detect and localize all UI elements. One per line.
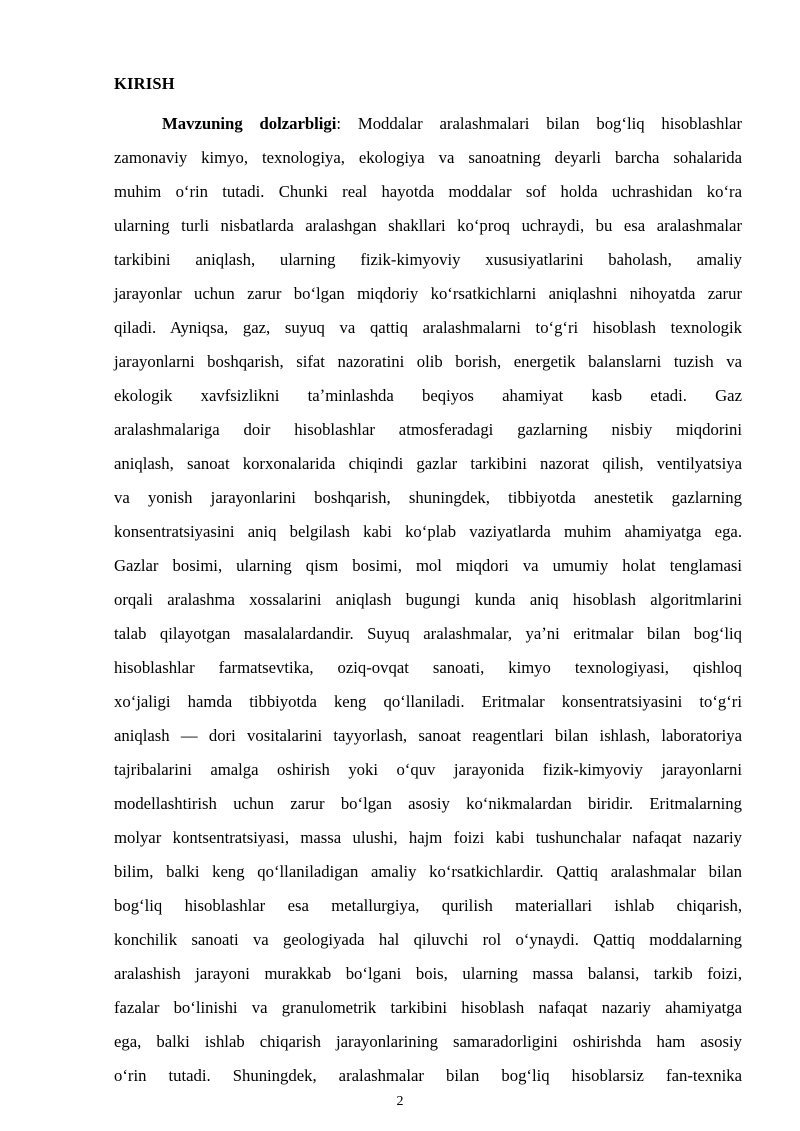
paragraph-line: molyar kontsentratsiyasi, massa ulushi, hajm foizi kabi tushunchalar nafaqat nazariy — [114, 828, 742, 847]
page-number: 2 — [396, 1094, 404, 1109]
paragraph-line: oʻrin tutadi. Shuningdek, aralashmalar bilan bogʻliq hisoblarsiz fan-texnika — [114, 1066, 742, 1085]
paragraph-line: aralashish jarayoni murakkab boʻlgani bois, ularning massa balansi, tarkib foizi, — [114, 964, 742, 983]
paragraph-line: konchilik sanoati va geologiyada hal qiluvchi rol oʻynaydi. Qattiq moddalarning — [114, 930, 742, 949]
paragraph-line-text: Moddalar aralashmalari bilan bogʻliq hisoblashlar — [341, 114, 742, 133]
paragraph-line: modellashtirish uchun zarur boʻlgan asosiy koʻnikmalardan biridir. Eritmalarning — [114, 794, 742, 813]
paragraph-line: zamonaviy kimyo, texnologiya, ekologiya va sanoatning deyarli barcha sohalarida — [114, 148, 742, 167]
lead-colon: : — [336, 114, 342, 133]
paragraph-line: ega, balki ishlab chiqarish jarayonlarining samaradorligini oshirishda ham asosiy — [114, 1032, 742, 1051]
paragraph-line: fazalar boʻlinishi va granulometrik tarkibini hisoblash nafaqat nazariy ahamiyatga — [114, 998, 742, 1017]
paragraph-line: Gazlar bosimi, ularning qism bosimi, mol miqdori va umumiy holat tenglamasi — [114, 556, 742, 575]
paragraph-line: tajribalarini amalga oshirish yoki oʻquv jarayonida fizik-kimyoviy jarayonlarni — [114, 760, 742, 779]
paragraph-line: talab qilayotgan masalalardandir. Suyuq aralashmalar, yaʼni eritmalar bilan bogʻliq — [114, 624, 742, 643]
paragraph-line: ularning turli nisbatlarda aralashgan shakllari koʻproq uchraydi, bu esa aralashmalar — [114, 216, 742, 235]
paragraph-line: konsentratsiyasini aniq belgilash kabi koʻplab vaziyatlarda muhim ahamiyatga ega. — [114, 522, 742, 541]
paragraph-line: bilim, balki keng qoʻllaniladigan amaliy koʻrsatkichlardir. Qattiq aralashmalar bilan — [114, 862, 742, 881]
paragraph-line: aniqlash — dori vositalarini tayyorlash, sanoat reagentlari bilan ishlash, laboratoriya — [114, 726, 742, 745]
paragraph-line: qiladi. Ayniqsa, gaz, suyuq va qattiq aralashmalarni toʻgʻri hisoblash texnologik — [114, 318, 742, 337]
paragraph-line: ekologik xavfsizlikni taʼminlashda beqiyos ahamiyat kasb etadi. Gaz — [114, 386, 742, 405]
paragraph-line: jarayonlar uchun zarur boʻlgan miqdoriy koʻrsatkichlarni aniqlashni nihoyatda zarur — [114, 284, 742, 303]
paragraph-line: tarkibini aniqlash, ularning fizik-kimyoviy xususiyatlarini baholash, amaliy — [114, 250, 742, 269]
paragraph-line: bogʻliq hisoblashlar esa metallurgiya, qurilish materiallari ishlab chiqarish, — [114, 896, 742, 915]
paragraph-line: xoʻjaligi hamda tibbiyotda keng qoʻllaniladi. Eritmalar konsentratsiyasini toʻgʻri — [114, 692, 742, 711]
paragraph-line — [162, 114, 742, 134]
lead-term: Mavzuning dolzarbligi — [162, 114, 337, 133]
paragraph-line: orqali aralashma xossalarini aniqlash bugungi kunda aniq hisoblash algoritmlarini — [114, 590, 742, 609]
paragraph-line: aniqlash, sanoat korxonalarida chiqindi gazlar tarkibini nazorat qilish, ventilyatsiya — [114, 454, 742, 473]
paragraph-line: muhim oʻrin tutadi. Chunki real hayotda moddalar sof holda uchrashidan koʻra — [114, 182, 742, 201]
paragraph-line: aralashmalariga doir hisoblashlar atmosferadagi gazlarning nisbiy miqdorini — [114, 420, 742, 439]
paragraph-line: va yonish jarayonlarini boshqarish, shuningdek, tibbiyotda anestetik gazlarning — [114, 488, 742, 507]
section-heading: KIRISH — [114, 74, 175, 93]
paragraph-line: hisoblashlar farmatsevtika, oziq-ovqat sanoati, kimyo texnologiyasi, qishloq — [114, 658, 742, 677]
paragraph-line: jarayonlarni boshqarish, sifat nazoratini olib borish, energetik balanslarni tuzish va — [114, 352, 742, 371]
